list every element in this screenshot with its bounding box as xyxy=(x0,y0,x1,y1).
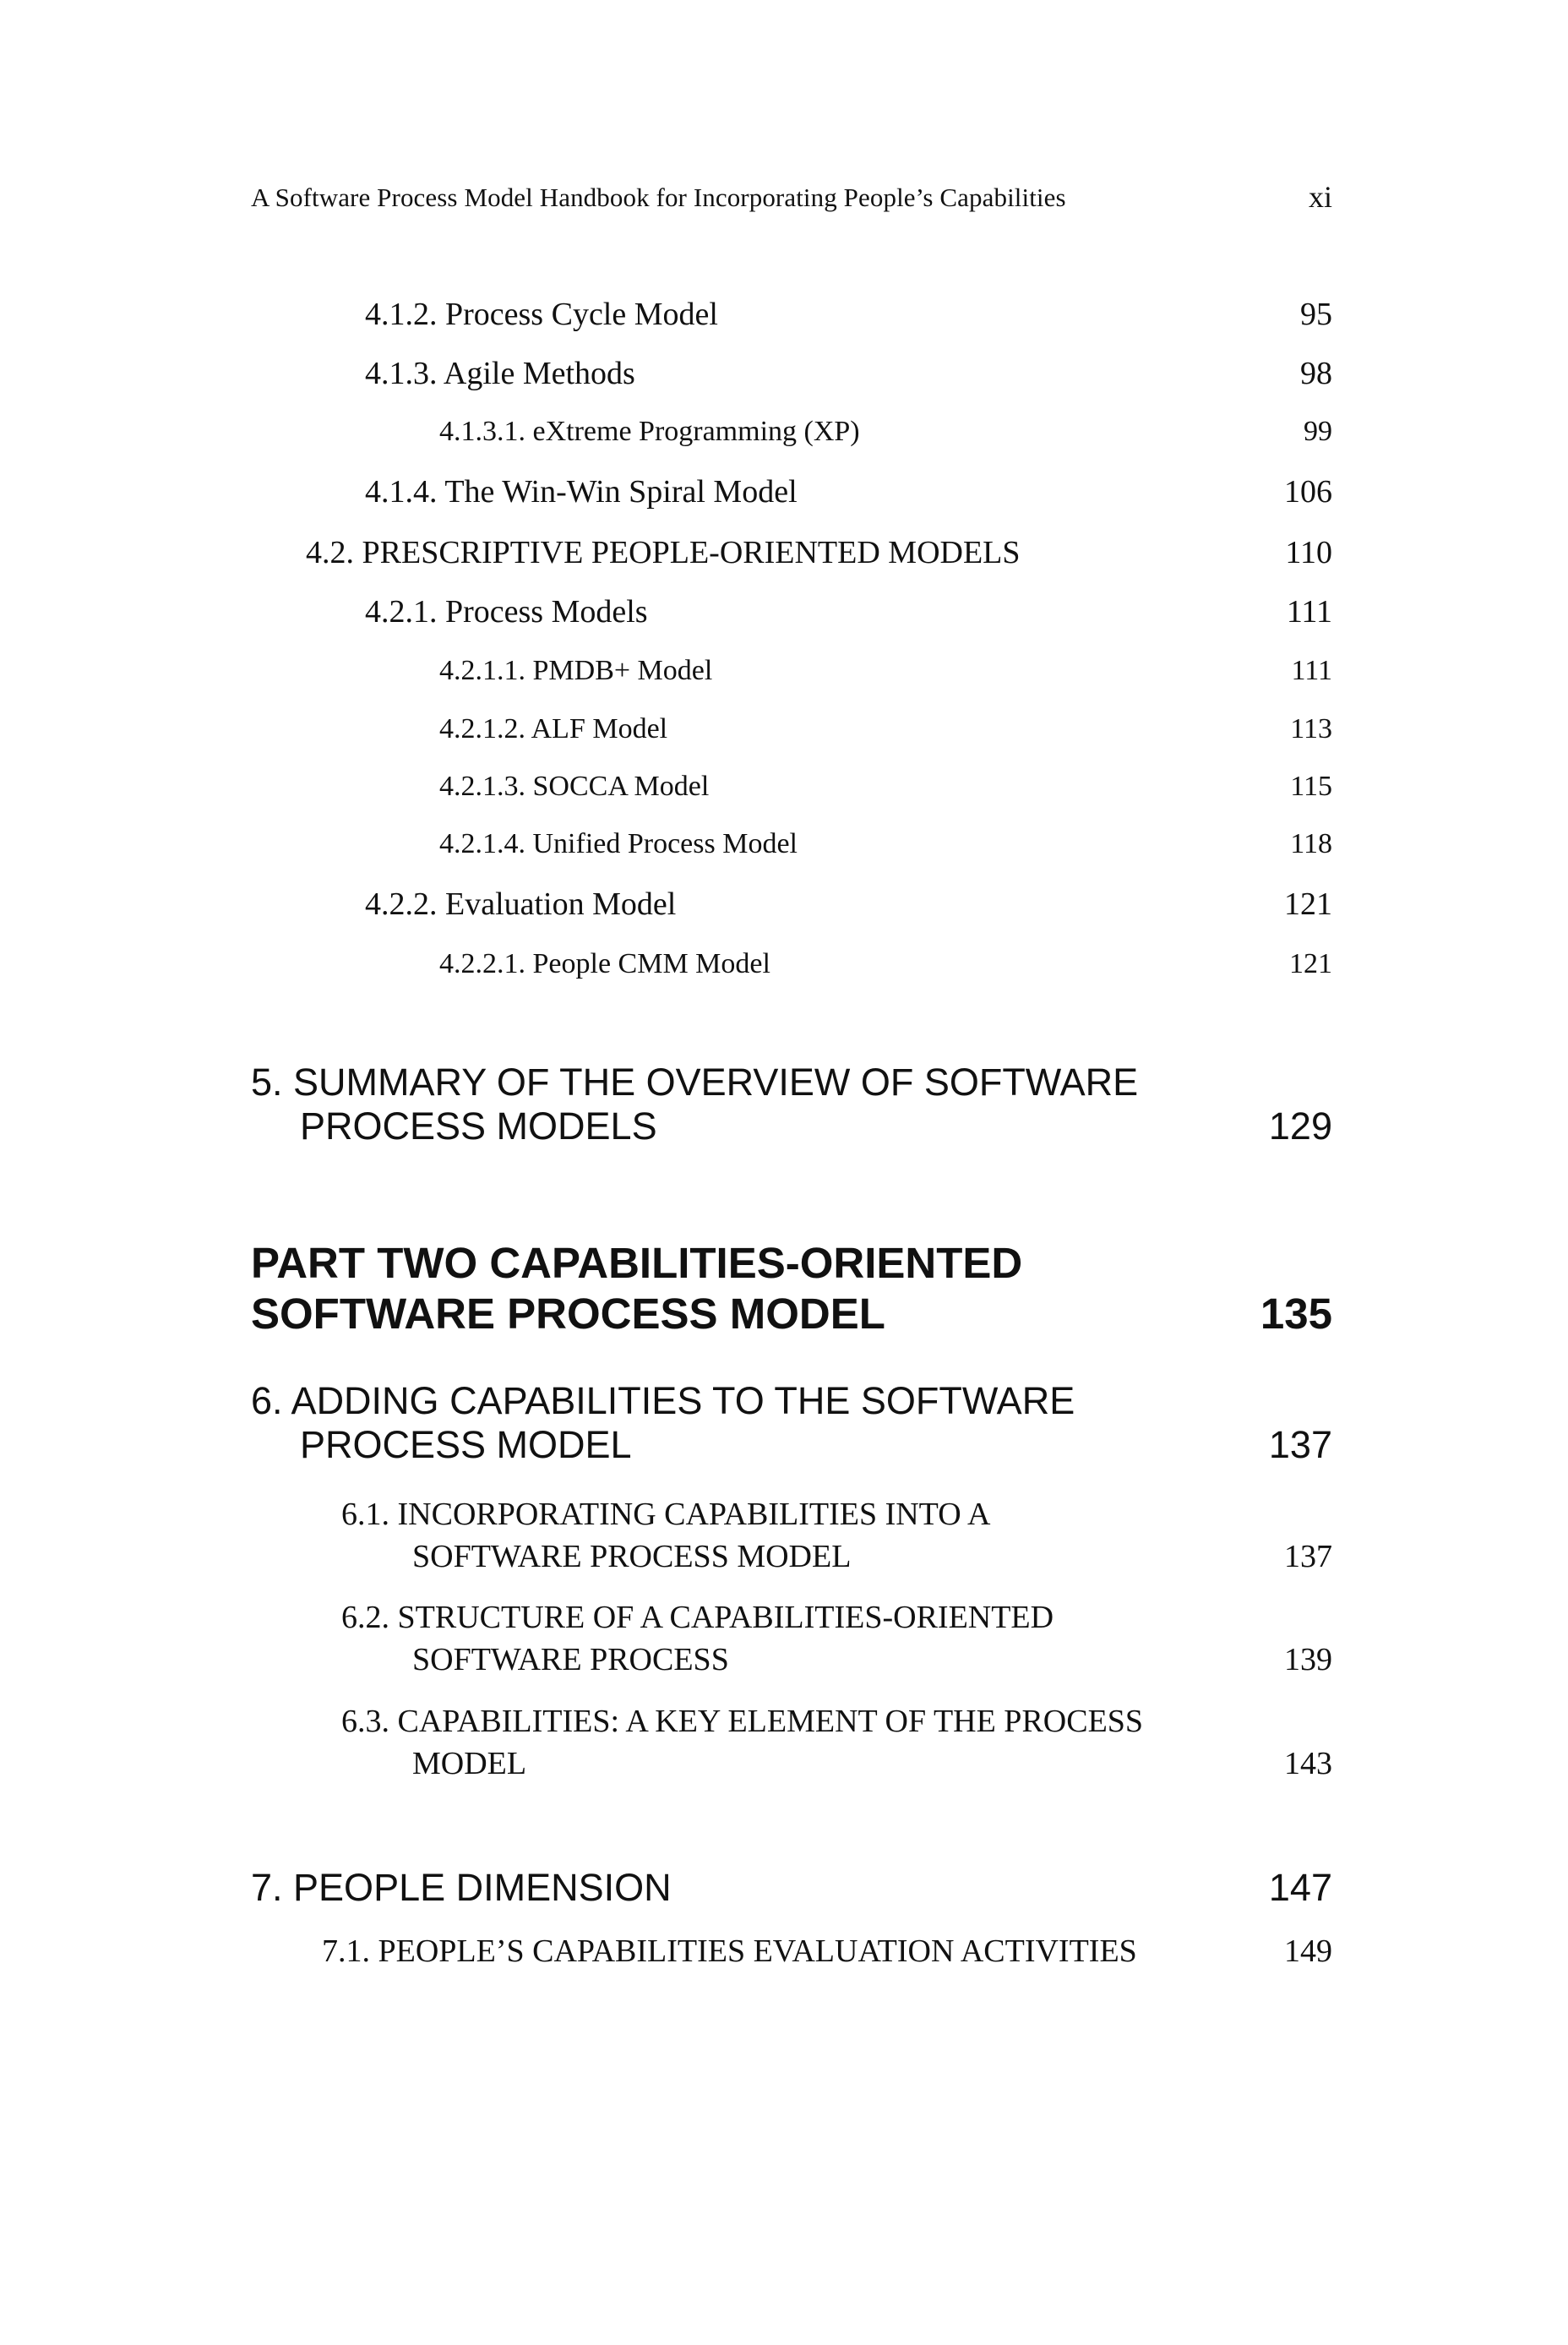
toc-chapter-6[interactable] xyxy=(251,1379,1332,1466)
toc-entry-label: 4.1.3. Agile Methods xyxy=(365,356,635,391)
toc-section-7-1[interactable] xyxy=(322,1933,1332,1980)
toc-entry[interactable] xyxy=(439,948,1332,995)
section-page: 137 xyxy=(1284,1539,1332,1574)
chapter-5-title-line1: 5. SUMMARY OF THE OVERVIEW OF SOFTWARE xyxy=(251,1061,1139,1104)
toc-entry-label: 4.1.2. Process Cycle Model xyxy=(365,297,718,332)
toc-part-two[interactable] xyxy=(251,1238,1332,1338)
toc-entry-page: 110 xyxy=(1285,535,1332,570)
chapter-5-title-line2: PROCESS MODELS xyxy=(300,1104,657,1148)
section-page: 143 xyxy=(1284,1746,1332,1781)
toc-entry-page: 95 xyxy=(1300,297,1332,332)
toc-entry[interactable] xyxy=(365,593,1332,641)
toc-entry[interactable] xyxy=(365,473,1332,521)
section-title-line1: 6.2. STRUCTURE OF A CAPABILITIES-ORIENTED xyxy=(341,1600,1054,1635)
toc-entry[interactable] xyxy=(365,355,1332,402)
toc-entry[interactable] xyxy=(439,655,1332,702)
chapter-7-title: 7. PEOPLE DIMENSION xyxy=(251,1866,672,1909)
toc-entry[interactable] xyxy=(306,534,1332,581)
section-page: 139 xyxy=(1284,1642,1332,1677)
toc-entry-label: 4.2.1.1. PMDB+ Model xyxy=(439,655,713,686)
toc-entry-label: 4.2. PRESCRIPTIVE PEOPLE-ORIENTED MODELS xyxy=(306,535,1021,570)
chapter-7-page: 147 xyxy=(1268,1866,1332,1909)
toc-section-6-2[interactable] xyxy=(341,1599,1332,1677)
toc-entry-page: 111 xyxy=(1291,655,1332,686)
toc-chapter-5[interactable] xyxy=(251,1061,1332,1148)
toc-entry-label: 4.2.1.2. ALF Model xyxy=(439,713,668,744)
section-page: 149 xyxy=(1284,1933,1332,1969)
section-title: 7.1. PEOPLE’S CAPABILITIES EVALUATION ACTIVITIES xyxy=(322,1933,1137,1969)
toc-entry-page: 118 xyxy=(1290,828,1332,859)
toc-entry[interactable] xyxy=(439,713,1332,761)
toc-entry-label: 4.1.3.1. eXtreme Programming (XP) xyxy=(439,416,860,447)
toc-entry-label: 4.2.2. Evaluation Model xyxy=(365,886,677,922)
section-title-line2: SOFTWARE PROCESS xyxy=(412,1642,729,1677)
toc-entry-page: 111 xyxy=(1286,594,1332,630)
toc-entry-page: 106 xyxy=(1284,474,1332,510)
toc-entry-label: 4.2.1.4. Unified Process Model xyxy=(439,828,798,859)
toc-chapter-7[interactable] xyxy=(251,1866,1332,1913)
running-head-title: A Software Process Model Handbook for Incorporating People’s Capabilities xyxy=(251,183,1066,212)
chapter-6-page: 137 xyxy=(1268,1423,1332,1466)
toc-entry-page: 121 xyxy=(1289,948,1332,979)
part-two-page: 135 xyxy=(1260,1290,1332,1338)
part-two-title-line2: SOFTWARE PROCESS MODEL xyxy=(251,1290,885,1338)
toc-entry-page: 115 xyxy=(1290,771,1332,802)
toc-entry-label: 4.2.1. Process Models xyxy=(365,594,648,630)
toc-entry-page: 113 xyxy=(1290,713,1332,744)
toc-entry-label: 4.2.2.1. People CMM Model xyxy=(439,948,770,979)
chapter-6-title-line1: 6. ADDING CAPABILITIES TO THE SOFTWARE xyxy=(251,1379,1075,1422)
toc-section-6-3[interactable] xyxy=(341,1703,1332,1781)
toc-entry-page: 121 xyxy=(1284,886,1332,922)
chapter-5-page: 129 xyxy=(1268,1104,1332,1148)
section-title-line1: 6.1. INCORPORATING CAPABILITIES INTO A xyxy=(341,1497,991,1532)
toc-entry[interactable] xyxy=(439,828,1332,875)
toc-entry-label: 4.2.1.3. SOCCA Model xyxy=(439,771,710,802)
part-two-title-line1: PART TWO CAPABILITIES-ORIENTED xyxy=(251,1239,1023,1287)
toc-entry-label: 4.1.4. The Win-Win Spiral Model xyxy=(365,474,798,510)
toc-entry[interactable] xyxy=(439,771,1332,818)
toc-entry-page: 98 xyxy=(1300,356,1332,391)
section-title-line2: MODEL xyxy=(412,1746,527,1781)
running-head xyxy=(251,180,1332,216)
toc-entry[interactable] xyxy=(365,886,1332,933)
section-title-line1: 6.3. CAPABILITIES: A KEY ELEMENT OF THE PROCESS xyxy=(341,1704,1144,1739)
chapter-6-title-line2: PROCESS MODEL xyxy=(300,1423,632,1466)
page-number-folio: xi xyxy=(1308,180,1332,214)
section-title-line2: SOFTWARE PROCESS MODEL xyxy=(412,1539,852,1574)
toc-entry[interactable] xyxy=(365,296,1332,343)
toc-entry[interactable] xyxy=(439,416,1332,463)
toc-section-6-1[interactable] xyxy=(341,1496,1332,1574)
toc-entry-page: 99 xyxy=(1304,416,1332,447)
